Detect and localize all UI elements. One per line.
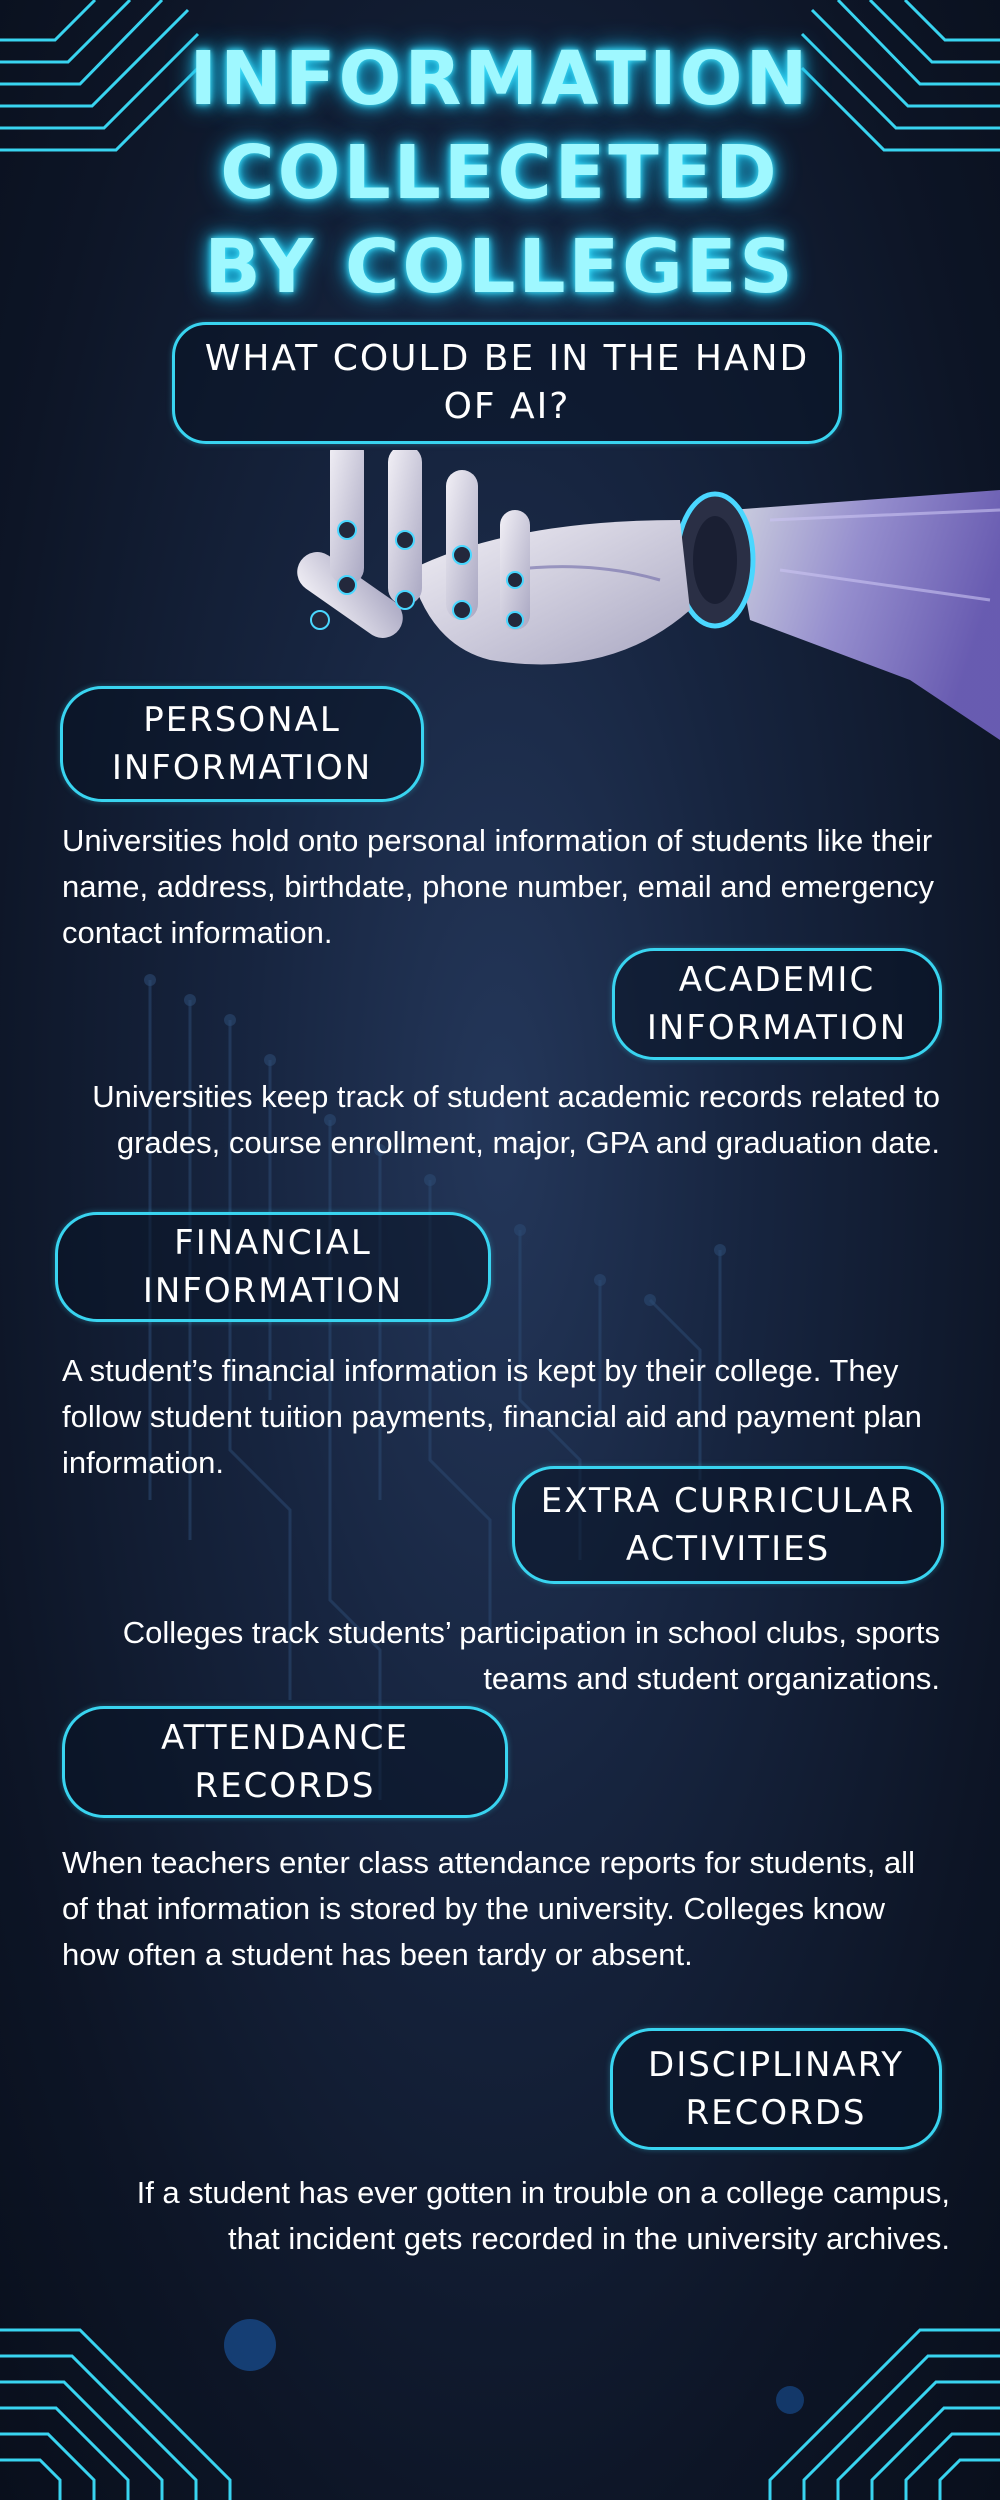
- subtitle-line: WHAT COULD BE IN THE HAND: [204, 338, 810, 379]
- section-heading-financial-information: [55, 1212, 491, 1322]
- section-body-attendance-records: When teachers enter class attendance reports for students, all of that information is stored by the university. Colleges know how often a student has been tardy or absent.: [62, 1845, 915, 1972]
- section-heading-academic-information: [612, 948, 942, 1060]
- section-body-disciplinary-records: If a student has ever gotten in trouble on a college campus, that incident gets recorded in the university archives.: [136, 2175, 950, 2256]
- heading-line: DISCIPLINARY: [648, 2045, 904, 2085]
- section-heading-personal-information: [60, 686, 424, 802]
- corner-frame-bottom-right-icon: [760, 2270, 1000, 2500]
- heading-line: INFORMATION: [646, 1008, 908, 1048]
- section-heading-extra-curricular-activities: [512, 1466, 944, 1584]
- heading-line: RECORDS: [194, 1766, 376, 1806]
- page-title: [0, 32, 1000, 314]
- section-heading-attendance-records: [62, 1706, 508, 1818]
- title-line: BY COLLEGES: [204, 224, 796, 310]
- section-body-extra-curricular-activities: Colleges track students’ participation in school clubs, sports teams and student organizations.: [122, 1615, 940, 1696]
- subtitle-line: OF AI?: [443, 386, 571, 427]
- heading-line: INFORMATION: [111, 748, 373, 788]
- section-heading-disciplinary-records: [610, 2028, 942, 2150]
- title-line: COLLECETED: [220, 130, 780, 216]
- heading-line: RECORDS: [685, 2093, 867, 2133]
- heading-line: INFORMATION: [142, 1271, 404, 1311]
- heading-line: PERSONAL: [143, 700, 341, 740]
- section-body-academic-information: Universities keep track of student academic records related to grades, course enrollment, major, GPA and graduation date.: [92, 1079, 940, 1160]
- section-body-financial-information: A student’s financial information is kept by their college. They follow student tuition payments, financial aid and payment plan information.: [62, 1353, 922, 1480]
- subtitle-pill: [172, 322, 842, 444]
- heading-line: ATTENDANCE: [161, 1718, 409, 1758]
- heading-line: EXTRA CURRICULAR: [540, 1481, 916, 1521]
- heading-line: FINANCIAL: [174, 1223, 372, 1263]
- section-body-personal-information: Universities hold onto personal information of students like their name, address, birthdate, phone number, email and emergency contact information.: [62, 823, 934, 950]
- corner-frame-bottom-left-icon: [0, 2270, 240, 2500]
- heading-line: ACTIVITIES: [625, 1529, 831, 1569]
- heading-line: ACADEMIC: [678, 960, 876, 1000]
- title-line: INFORMATION: [189, 36, 811, 122]
